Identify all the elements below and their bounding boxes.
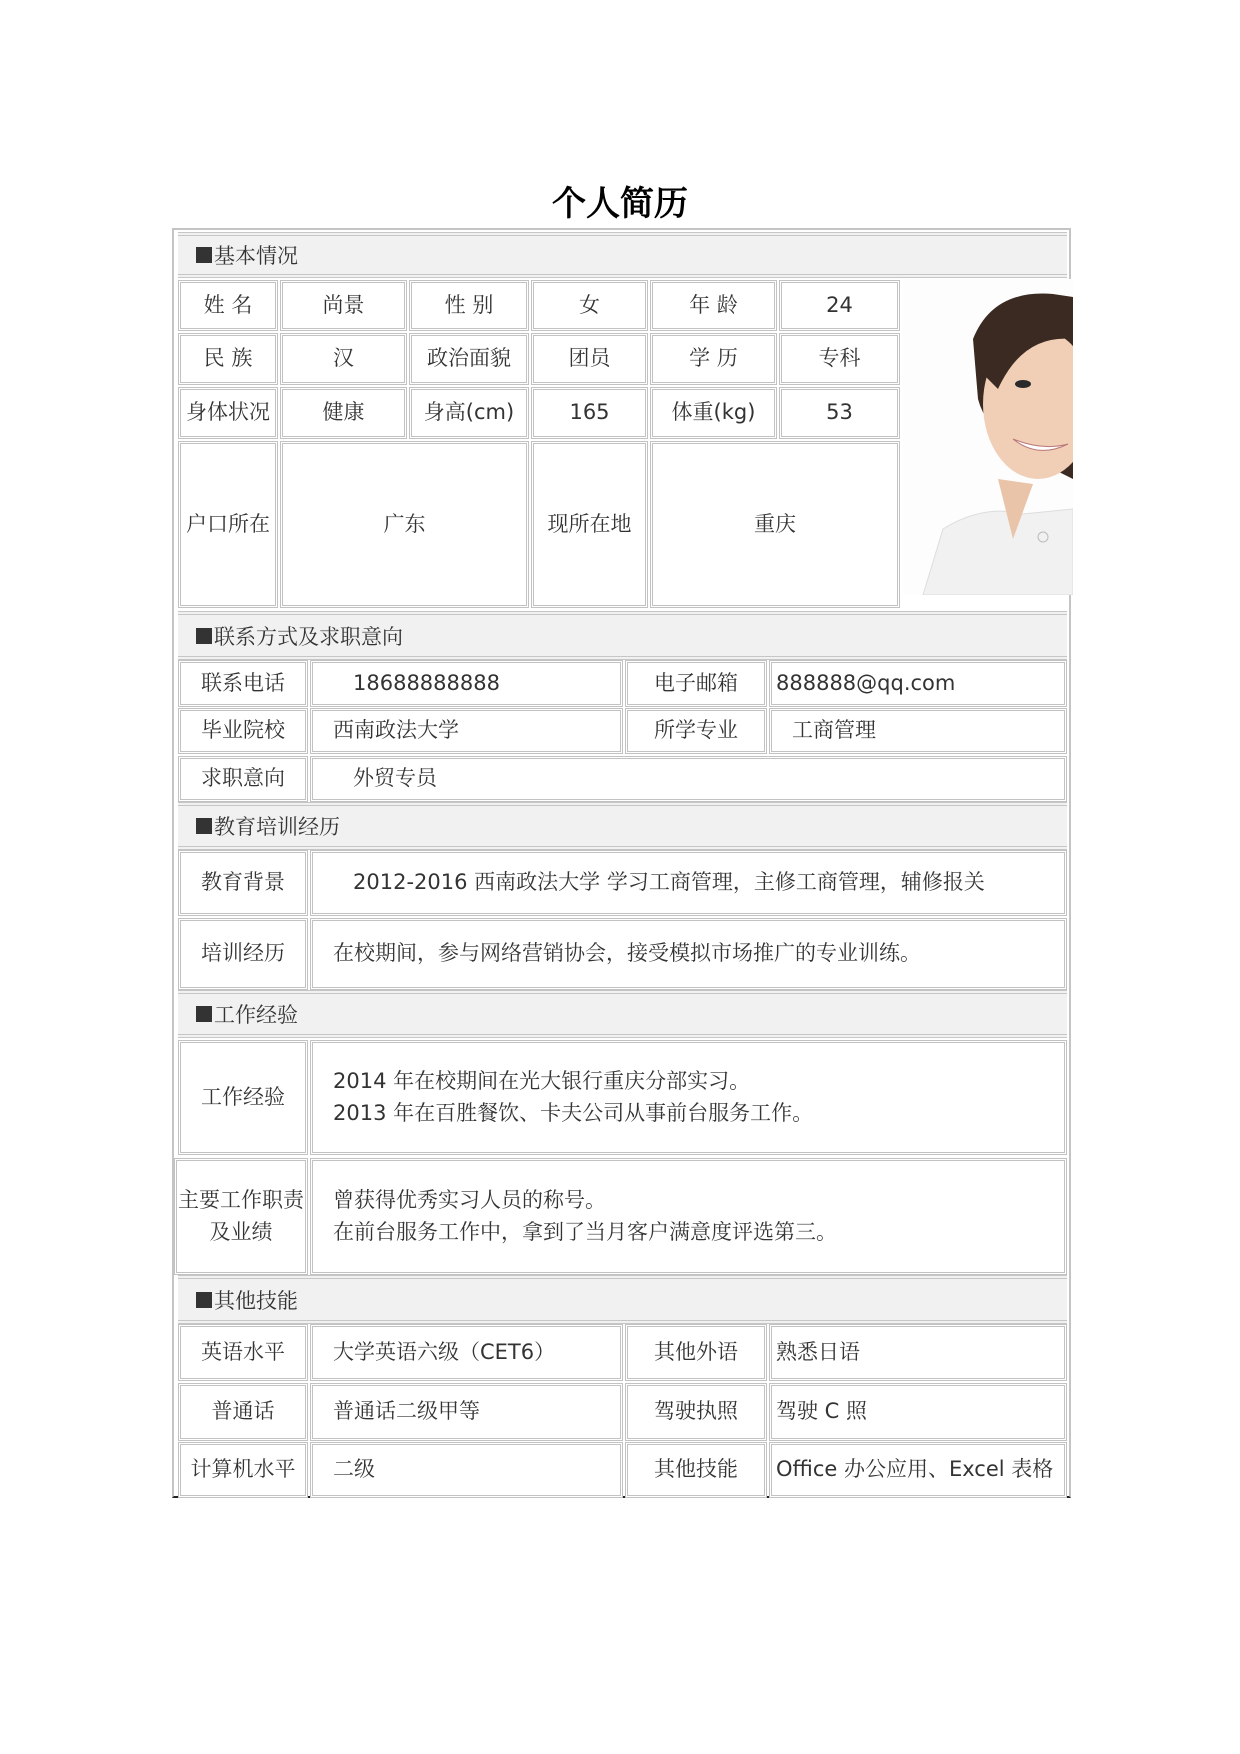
skills-other-lang-label (625, 1324, 767, 1381)
section-basic-title: 基本情况 (214, 244, 298, 268)
basic-health-label (178, 387, 278, 439)
basic-degree (779, 333, 900, 385)
section-contact-title: 联系方式及求职意向 (214, 624, 403, 649)
basic-age-label (650, 280, 777, 331)
basic-ethnicity-label-text: 民 族 (203, 346, 253, 371)
basic-height-label-text: 身高(cm) (423, 400, 515, 425)
section-skills (178, 1275, 1067, 1324)
basic-residence-label (531, 441, 648, 608)
contact-phone (310, 660, 623, 707)
basic-gender-text: 女 (579, 292, 600, 317)
square-bullet-icon (196, 1292, 212, 1308)
basic-ethnicity (280, 333, 407, 385)
basic-health-text: 健康 (322, 400, 365, 425)
basic-name (280, 280, 407, 331)
work-experience-line: 2013 年在百胜餐饮、卡夫公司从事前台服务工作。 (333, 1100, 814, 1125)
basic-weight (779, 387, 900, 439)
contact-school-label (178, 708, 308, 754)
basic-age-text: 24 (826, 292, 853, 317)
basic-gender-label-text: 性 别 (444, 292, 494, 317)
section-basic (178, 232, 1067, 278)
basic-gender (531, 280, 648, 331)
contact-major (769, 708, 1067, 754)
skills-license-label (625, 1383, 767, 1441)
contact-email-text: 888888@qq.com (776, 670, 956, 695)
work-duties-line: 曾获得优秀实习人员的称号。 (333, 1188, 606, 1212)
education-background-text: 2012-2016 西南政法大学 学习工商管理，主修工商管理，辅修报关 (353, 870, 985, 895)
contact-phone-label-text: 联系电话 (201, 670, 285, 695)
education-background (310, 850, 1067, 916)
work-duties-label-line: 主要工作职责 (178, 1188, 304, 1212)
work-duties-label-line: 及业绩 (209, 1219, 273, 1244)
skills-english-text: 大学英语六级（CET6） (333, 1339, 556, 1364)
basic-degree-label (650, 333, 777, 385)
basic-ethnicity-label (178, 333, 278, 385)
basic-gender-label (409, 280, 529, 331)
section-education-title: 教育培训经历 (214, 815, 340, 839)
contact-phone-text: 18688888888 (353, 670, 500, 695)
basic-height (531, 387, 648, 439)
basic-age-label-text: 年 龄 (689, 292, 738, 317)
skills-english (310, 1324, 623, 1381)
work-duties-line: 在前台服务工作中，拿到了当月客户满意度评选第三。 (333, 1219, 837, 1244)
contact-school-label-text: 毕业院校 (201, 718, 285, 743)
contact-phone-label (178, 660, 308, 707)
contact-major-label-text: 所学专业 (654, 718, 738, 743)
work-experience-label (178, 1040, 308, 1155)
basic-ethnicity-text: 汉 (333, 346, 354, 371)
skills-other-skill (769, 1442, 1067, 1498)
skills-mandarin-text: 普通话二级甲等 (333, 1399, 480, 1424)
basic-name-label (178, 280, 278, 331)
skills-computer-label-text: 计算机水平 (190, 1457, 296, 1482)
profile-photo (903, 279, 1073, 595)
basic-degree-text: 专科 (818, 346, 861, 371)
skills-other-skill-label (625, 1442, 767, 1498)
basic-political-text: 团员 (568, 346, 611, 371)
section-work (178, 990, 1067, 1038)
square-bullet-icon (196, 818, 212, 834)
work-duties (310, 1158, 1067, 1275)
education-training (310, 918, 1067, 990)
skills-other-lang (769, 1324, 1067, 1381)
basic-degree-label-text: 学 历 (689, 346, 738, 371)
contact-intent-label (178, 756, 308, 802)
skills-other-lang-text: 熟悉日语 (776, 1339, 860, 1364)
contact-intent (310, 756, 1067, 802)
basic-residence (650, 441, 900, 608)
basic-political-label (409, 333, 529, 385)
section-education (178, 802, 1067, 850)
contact-intent-text: 外贸专员 (353, 766, 437, 791)
page-title: 个人简历 (552, 184, 688, 224)
education-training-text: 在校期间，参与网络营销协会，接受模拟市场推广的专业训练。 (333, 941, 921, 966)
skills-other-skill-text: Office 办公应用、Excel 表格 (776, 1457, 1054, 1482)
section-contact (178, 611, 1067, 660)
basic-hukou-label-text: 户口所在 (186, 511, 270, 536)
education-background-label-text: 教育背景 (201, 870, 285, 895)
work-duties-label-lines (178, 1185, 304, 1248)
square-bullet-icon (196, 247, 212, 263)
skills-computer-text: 二级 (333, 1457, 375, 1482)
basic-hukou-label (178, 441, 278, 608)
basic-health (280, 387, 407, 439)
basic-residence-label-text: 现所在地 (547, 511, 632, 536)
basic-age (779, 280, 900, 331)
work-experience (310, 1040, 1067, 1155)
skills-english-label (178, 1324, 308, 1381)
education-background-label (178, 850, 308, 916)
skills-mandarin-label (178, 1383, 308, 1441)
skills-computer-label (178, 1442, 308, 1498)
skills-other-skill-label-text: 其他技能 (654, 1457, 738, 1482)
basic-political (531, 333, 648, 385)
basic-hukou-text: 广东 (383, 511, 426, 536)
education-training-label-text: 培训经历 (201, 941, 285, 966)
basic-residence-text: 重庆 (754, 511, 796, 536)
contact-email-label (625, 660, 767, 707)
square-bullet-icon (196, 1006, 212, 1022)
contact-email-label-text: 电子邮箱 (654, 670, 738, 695)
work-experience-lines (333, 1066, 813, 1129)
skills-mandarin-label-text: 普通话 (211, 1399, 275, 1424)
basic-height-text: 165 (569, 400, 610, 425)
basic-weight-label (650, 387, 777, 439)
basic-hukou (280, 441, 529, 608)
work-experience-label-text: 工作经验 (201, 1084, 285, 1109)
basic-weight-label-text: 体重(kg) (671, 400, 756, 425)
section-skills-title: 其他技能 (214, 1288, 298, 1313)
contact-major-text: 工商管理 (792, 718, 876, 743)
square-bullet-icon (196, 628, 212, 644)
basic-political-label-text: 政治面貌 (427, 346, 511, 371)
basic-height-label (409, 387, 529, 439)
contact-email (769, 660, 1067, 707)
skills-other-lang-label-text: 其他外语 (654, 1339, 738, 1364)
work-experience-line: 2014 年在校期间在光大银行重庆分部实习。 (333, 1069, 751, 1093)
skills-license-text: 驾驶 C 照 (776, 1399, 868, 1424)
contact-school (310, 708, 623, 754)
basic-name-text: 尚景 (322, 292, 365, 317)
skills-mandarin (310, 1383, 623, 1441)
work-duties-lines (333, 1185, 837, 1248)
skills-computer (310, 1442, 623, 1498)
skills-english-label-text: 英语水平 (201, 1339, 285, 1364)
contact-major-label (625, 708, 767, 754)
contact-school-text: 西南政法大学 (333, 718, 459, 743)
section-work-title: 工作经验 (214, 1003, 298, 1027)
skills-license (769, 1383, 1067, 1441)
work-duties-label (174, 1158, 308, 1275)
skills-license-label-text: 驾驶执照 (654, 1399, 738, 1424)
basic-weight-text: 53 (826, 400, 853, 425)
education-training-label (178, 918, 308, 990)
contact-intent-label-text: 求职意向 (201, 766, 285, 791)
basic-health-label-text: 身体状况 (186, 400, 270, 425)
basic-name-label-text: 姓 名 (203, 292, 253, 317)
